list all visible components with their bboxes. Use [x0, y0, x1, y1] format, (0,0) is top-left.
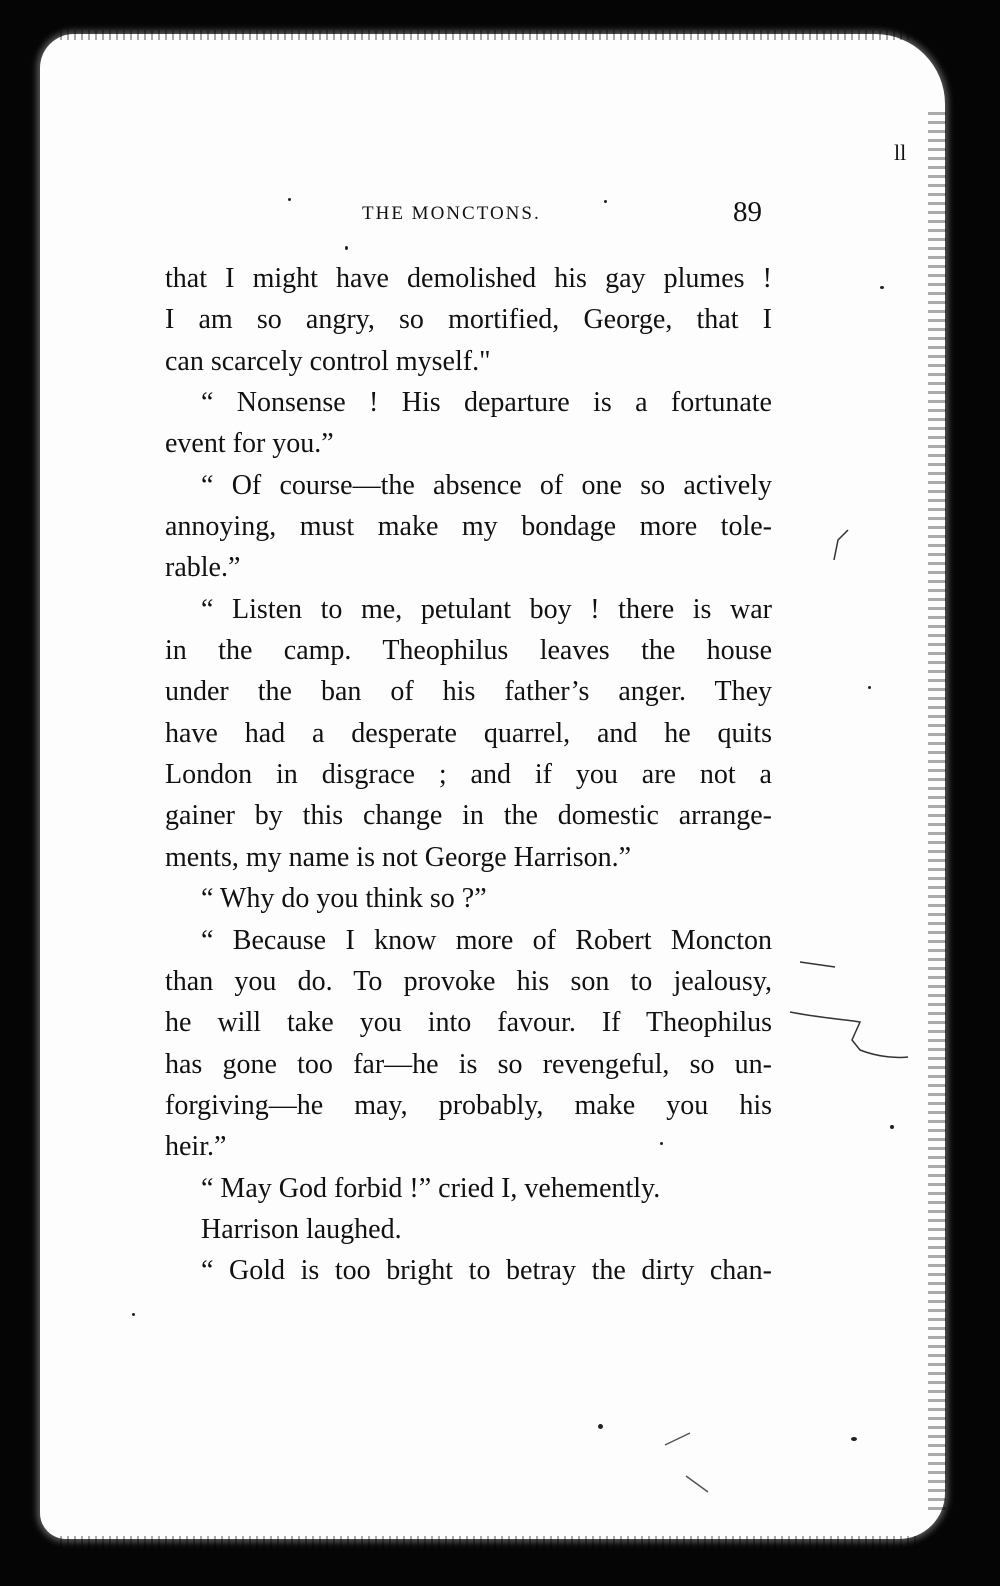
text-line: “ Gold is too bright to betray the dirty chan- [201, 1255, 772, 1287]
text-line: have had a desperate quarrel, and he quits [165, 717, 772, 749]
text-line: heir.” [165, 1131, 227, 1163]
text-line: has gone too far—he is so revengeful, so un- [165, 1048, 772, 1080]
text-line: “ Because I know more of Robert Moncton [201, 924, 772, 956]
text-line: “ May God forbid !” cried I, vehemently. [201, 1172, 661, 1204]
text-line: in the camp. Theophilus leaves the house [165, 635, 772, 667]
text-line: he will take you into favour. If Theophilus [165, 1007, 772, 1039]
page-number: 89 [733, 196, 762, 228]
text-line: forgiving—he may, probably, make you his [165, 1089, 772, 1121]
corner-mark: ll [894, 140, 907, 165]
text-line: under the ban of his father’s anger. They [165, 676, 772, 708]
text-line: can scarcely control myself." [165, 345, 491, 377]
text-line: annoying, must make my bondage more tole- [165, 511, 772, 543]
running-title: THE MONCTONS. [362, 203, 541, 224]
text-line: gainer by this change in the domestic arrange- [165, 800, 772, 832]
text-line: ments, my name is not George Harrison.” [165, 841, 632, 873]
text-line: “ Why do you think so ?” [201, 883, 487, 915]
text-line: event for you.” [165, 428, 334, 460]
text-line: Harrison laughed. [201, 1213, 402, 1245]
text-line: that I might have demolished his gay plumes ! [165, 263, 772, 294]
text-line: than you do. To provoke his son to jealousy, [165, 965, 772, 997]
text-line: London in disgrace ; and if you are not a [165, 759, 772, 791]
text-line: rable.” [165, 552, 241, 584]
text-line: “ Nonsense ! His departure is a fortunate [201, 387, 772, 419]
text-line: “ Of course—the absence of one so actively [201, 469, 772, 501]
text-line: “ Listen to me, petulant boy ! there is war [201, 593, 772, 625]
text-line: I am so angry, so mortified, George, that I [165, 304, 772, 336]
